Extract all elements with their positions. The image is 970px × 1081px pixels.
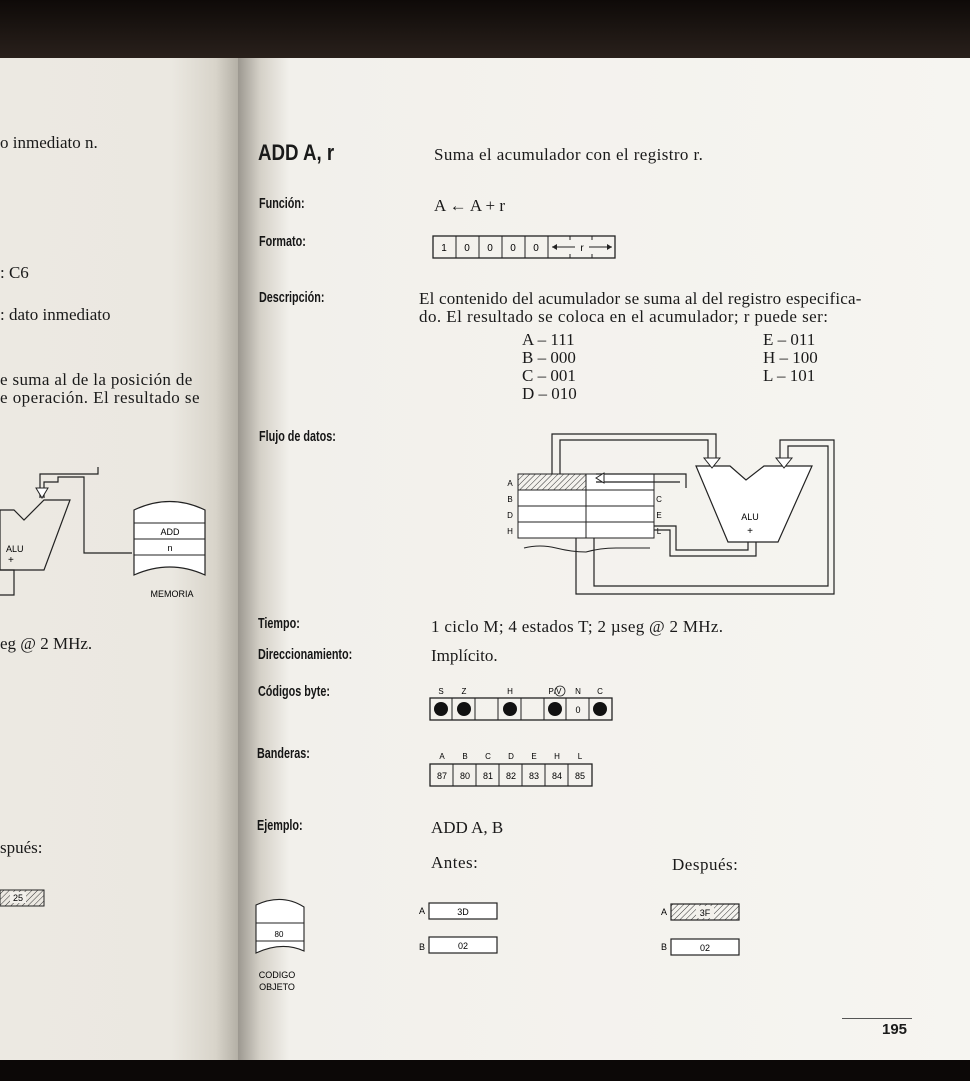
label-formato: Formato: [259, 233, 306, 250]
opcode-bit: 0 [487, 243, 493, 254]
before-label: Antes: [431, 853, 479, 872]
flag-name: Z [461, 687, 467, 696]
description-line: do. El resultado se coloca en el acumulador; r puede ser: [419, 307, 829, 326]
page-number-rule [842, 1018, 912, 1019]
code-value: 80 [459, 771, 471, 781]
register-label: B [418, 942, 426, 952]
alu-plus: + [747, 526, 753, 537]
register-label: B [507, 495, 513, 504]
register-value: 02 [699, 943, 711, 953]
register-label: A [660, 907, 668, 917]
register-code: D – 010 [522, 384, 577, 403]
register-code: H – 100 [763, 348, 818, 367]
code-reg-label: A [439, 752, 445, 761]
left-text-line: o inmediato n. [0, 133, 98, 152]
code-value: 85 [574, 771, 586, 781]
object-code-label: CODIGO [258, 970, 296, 980]
memory-label: MEMORIA [150, 589, 194, 599]
memory-cell: n [167, 543, 173, 553]
byte-codes-table [428, 748, 598, 790]
flag-affected-dot [457, 702, 471, 716]
left-text-line: : dato inmediato [0, 305, 111, 324]
register-code: C – 001 [522, 366, 576, 385]
register-code-list-right [763, 331, 818, 385]
after-registers [656, 898, 756, 960]
register-code-list-left [522, 331, 577, 403]
register-value: 3D [457, 907, 469, 917]
register-value: 02 [457, 941, 469, 951]
after-label: Después: [672, 855, 739, 874]
data-flow-diagram [500, 430, 840, 600]
label-flujo: Flujo de datos: [259, 428, 336, 445]
code-value: 82 [505, 771, 517, 781]
flag-affected-dot [503, 702, 517, 716]
addressing-mode: Implícito. [431, 646, 498, 665]
opcode-bit: 0 [533, 243, 539, 254]
register-label: C [656, 495, 662, 504]
label-ejemplo: Ejemplo: [257, 817, 303, 834]
register-code: A – 111 [522, 330, 575, 349]
register-label: E [656, 511, 662, 520]
left-alu-memory-diagram [0, 455, 240, 615]
object-code-label: OBJETO [259, 982, 295, 992]
flag-affected-dot [434, 702, 448, 716]
register-label: A [507, 479, 513, 488]
flag-affected-dot [593, 702, 607, 716]
before-registers [412, 898, 512, 960]
opcode-format-diagram [432, 234, 618, 260]
register-code: E – 011 [763, 330, 816, 349]
opcode-bit: 0 [510, 243, 516, 254]
instruction-title: ADD A, r [258, 140, 335, 165]
flag-name: S [438, 687, 444, 696]
opcode-bit: 1 [441, 243, 447, 254]
scan-bottom-shadow [0, 1060, 970, 1081]
alu-label: ALU [6, 544, 24, 554]
function-expression: A ← A + r [434, 196, 505, 215]
alu-label: ALU [741, 512, 759, 522]
code-reg-label: D [508, 752, 514, 761]
left-register-box [0, 888, 60, 910]
code-value: 81 [482, 771, 494, 781]
scan-top-shadow [0, 0, 970, 60]
page-number: 195 [882, 1021, 908, 1038]
label-funcion: Función: [259, 195, 305, 212]
left-text-line: e operación. El resultado se [0, 388, 200, 407]
left-text-line: : C6 [0, 263, 29, 282]
alu-plus: + [8, 555, 14, 566]
left-text-line: e suma al de la posición de [0, 370, 193, 389]
flag-affected-dot [548, 702, 562, 716]
register-value: 3F [699, 908, 711, 918]
instruction-summary: Suma el acumulador con el registro r. [434, 145, 704, 164]
register-value: 25 [12, 893, 24, 903]
code-reg-label: B [462, 752, 468, 761]
register-label: L [656, 527, 662, 536]
flag-name: N [575, 687, 581, 696]
code-value: 83 [528, 771, 540, 781]
object-code-diagram [252, 893, 312, 993]
opcode-r-field: r [580, 243, 584, 254]
register-code: B – 000 [522, 348, 576, 367]
register-label: B [660, 942, 668, 952]
left-text-line: spués: [0, 838, 43, 857]
label-tiempo: Tiempo: [258, 615, 300, 632]
register-label: A [418, 906, 426, 916]
label-codigos: Códigos byte: [258, 683, 330, 700]
flag-name: P/V [548, 687, 562, 696]
code-reg-label: C [485, 752, 491, 761]
timing-info: 1 ciclo M; 4 estados T; 2 µseg @ 2 MHz. [431, 617, 724, 636]
register-code: L – 101 [763, 366, 816, 385]
code-reg-label: H [554, 752, 560, 761]
code-reg-label: L [577, 752, 583, 761]
object-code-value: 80 [274, 930, 284, 939]
memory-cell: ADD [160, 527, 180, 537]
register-label: D [507, 511, 513, 520]
flag-name: C [597, 687, 603, 696]
code-value: 87 [436, 771, 448, 781]
flag-zero-value: 0 [575, 705, 581, 715]
opcode-bit: 0 [464, 243, 470, 254]
left-text-line: eg @ 2 MHz. [0, 634, 93, 653]
flag-name: H [507, 687, 513, 696]
register-label: H [507, 527, 513, 536]
example-instruction: ADD A, B [431, 818, 504, 837]
code-reg-label: E [531, 752, 537, 761]
label-descripcion: Descripción: [259, 289, 325, 306]
label-direccionamiento: Direccionamiento: [258, 646, 353, 663]
description-line: El contenido del acumulador se suma al del registro especifica- [419, 289, 862, 308]
code-value: 84 [551, 771, 563, 781]
label-banderas: Banderas: [257, 745, 310, 762]
flags-register-diagram [428, 683, 618, 723]
